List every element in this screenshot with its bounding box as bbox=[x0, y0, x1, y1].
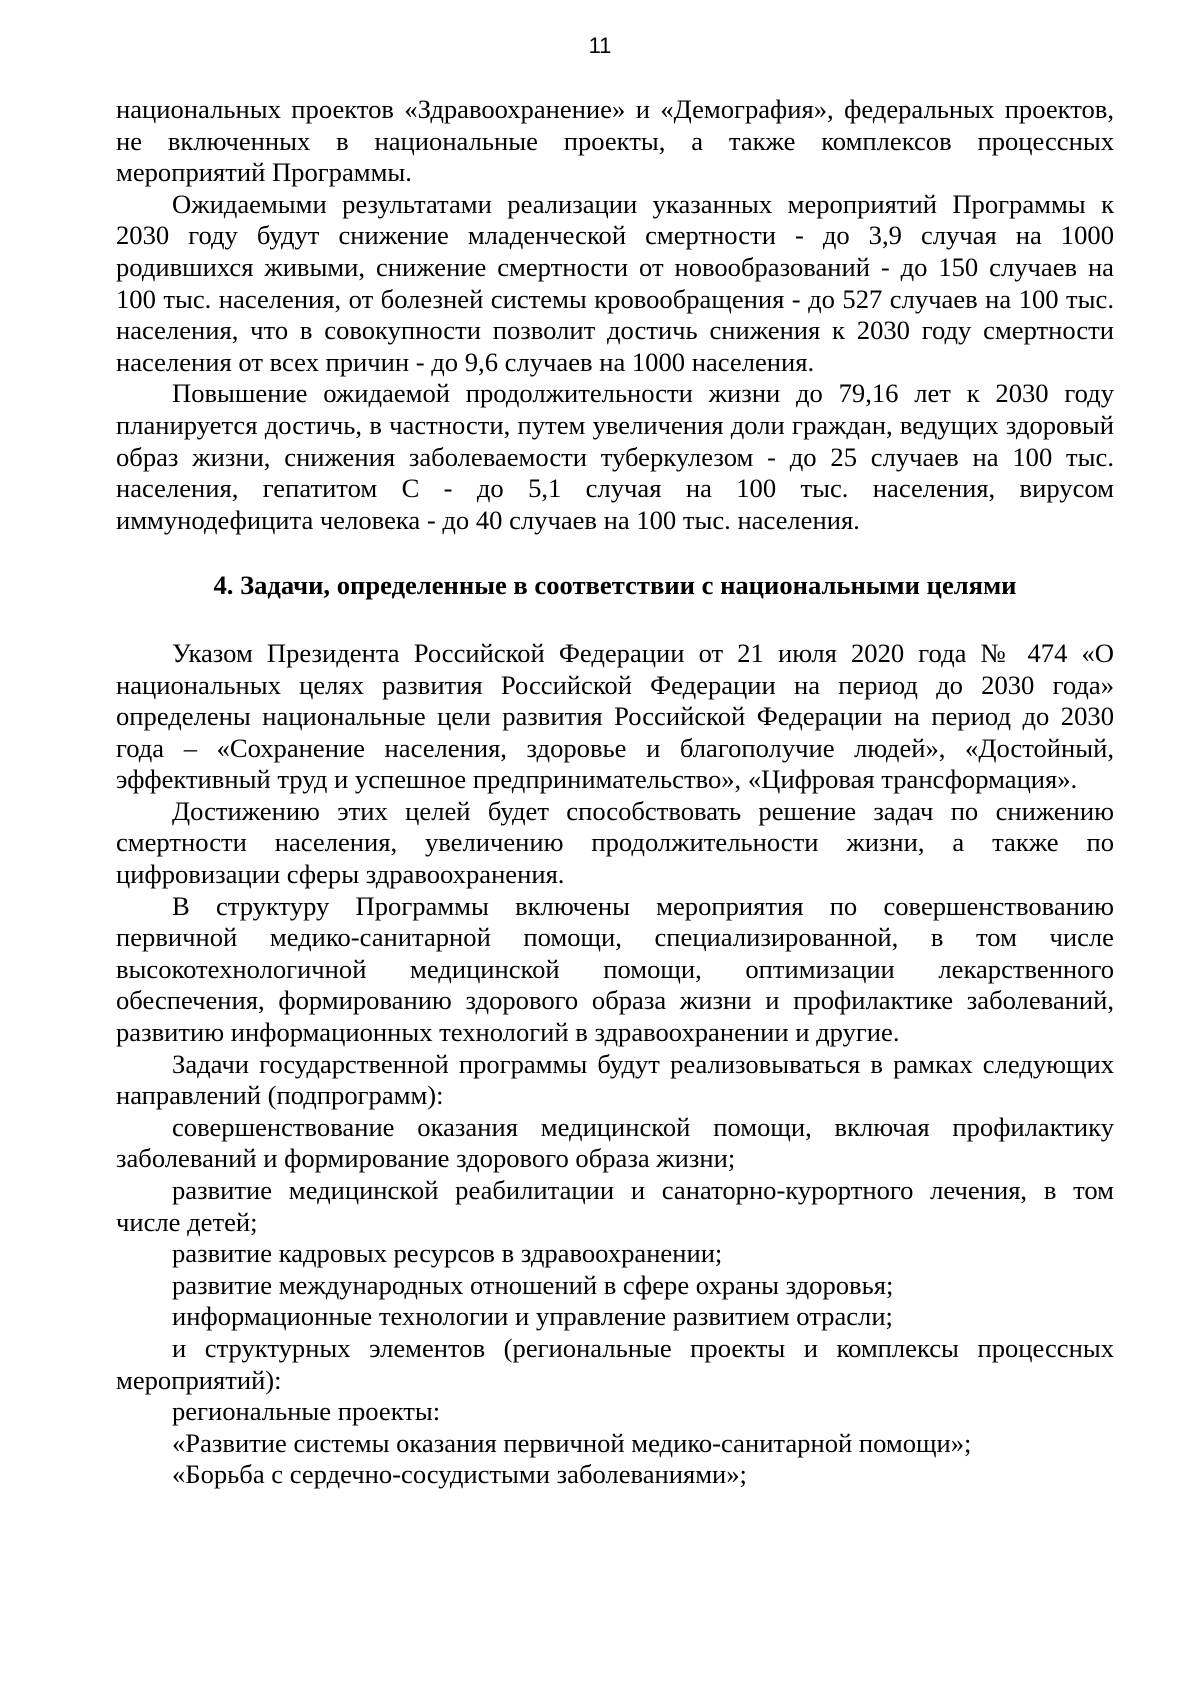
paragraph-continuation: национальных проектов «Здравоохранение» и «Демография», федеральных проектов, не включенных в национальные проекты, а также комплексов процессных мероприятий Программы. bbox=[116, 94, 1114, 188]
list-item-subprogram: развитие медицинской реабилитации и санаторно-курортного лечения, в том числе детей; bbox=[116, 1175, 1114, 1237]
paragraph-presidential-decree: Указом Президента Российской Федерации от 21 июля 2020 года № 474 «О национальных целях развития Российской Федерации на период до 2030 года» определены национальные цели развития Российской Федерации на период до 2030 года – «Сохранение населения, здоровье и благополучие людей», «Достойный, эффективный труд и успешное предпринимательство», «Цифровая трансформация». bbox=[116, 637, 1114, 795]
paragraph-program-tasks: Задачи государственной программы будут реализовываться в рамках следующих направлений (подпрограмм): bbox=[116, 1048, 1114, 1111]
paragraph-life-expectancy: Повышение ожидаемой продолжительности жизни до 79,16 лет к 2030 году планируется достичь, в частности, путем увеличения доли граждан, ведущих здоровый образ жизни, снижения заболеваемости туберкулезом - до 25 случаев на 100 тыс. населения, гепатитом С - до 5,1 случая на 100 тыс. населения, вирусом иммунодефицита человека - до 40 случаев на 100 тыс. населения. bbox=[116, 378, 1114, 535]
page-number: 11 bbox=[588, 33, 612, 58]
list-item-subprogram: развитие кадровых ресурсов в здравоохранении; bbox=[172, 1238, 723, 1269]
list-item-subprogram: развитие международных отношений в сфере охраны здоровья; bbox=[172, 1269, 894, 1300]
list-item-regional-project: «Развитие системы оказания первичной медико-санитарной помощи»; bbox=[172, 1427, 972, 1458]
section-heading: 4. Задачи, определенные в соответствии с национальными целями bbox=[213, 570, 1017, 601]
paragraph-expected-results: Ожидаемыми результатами реализации указанных мероприятий Программы к 2030 году будут снижение младенческой смертности - до 3,9 случая на 1000 родившихся живыми, снижение смертности от новообразований - до 150 случаев на 100 тыс. населения, от болезней системы кровообращения - до 527 случаев на 100 тыс. населения, что в совокупности позволит достичь снижения к 2030 году смертности населения от всех причин - до 9,6 случаев на 1000 населения. bbox=[116, 188, 1114, 377]
regional-projects-label: региональные проекты: bbox=[172, 1396, 441, 1427]
list-item-subprogram: совершенствование оказания медицинской помощи, включая профилактику заболеваний и формирование здорового образа жизни; bbox=[116, 1111, 1114, 1174]
paragraph-goals-achievement: Достижению этих целей будет способствовать решение задач по снижению смертности населения, увеличению продолжительности жизни, а также по цифровизации сферы здравоохранения. bbox=[116, 795, 1114, 890]
paragraph-program-structure: В структуру Программы включены мероприятия по совершенствованию первичной медико-санитарной помощи, специализированной, в том числе высокотехнологичной медицинской помощи, оптимизации лекарственного обеспечения, формированию здорового образа жизни и профилактике заболеваний, развитию информационных технологий в здравоохранении и другие. bbox=[116, 890, 1114, 1048]
list-item-subprogram: информационные технологии и управление развитием отрасли; bbox=[172, 1301, 893, 1332]
list-item-regional-project: «Борьба с сердечно-сосудистыми заболеваниями»; bbox=[172, 1459, 747, 1490]
document-body bbox=[116, 94, 1114, 1491]
paragraph-structural-elements: и структурных элементов (региональные проекты и комплексы процессных мероприятий): bbox=[116, 1332, 1114, 1395]
